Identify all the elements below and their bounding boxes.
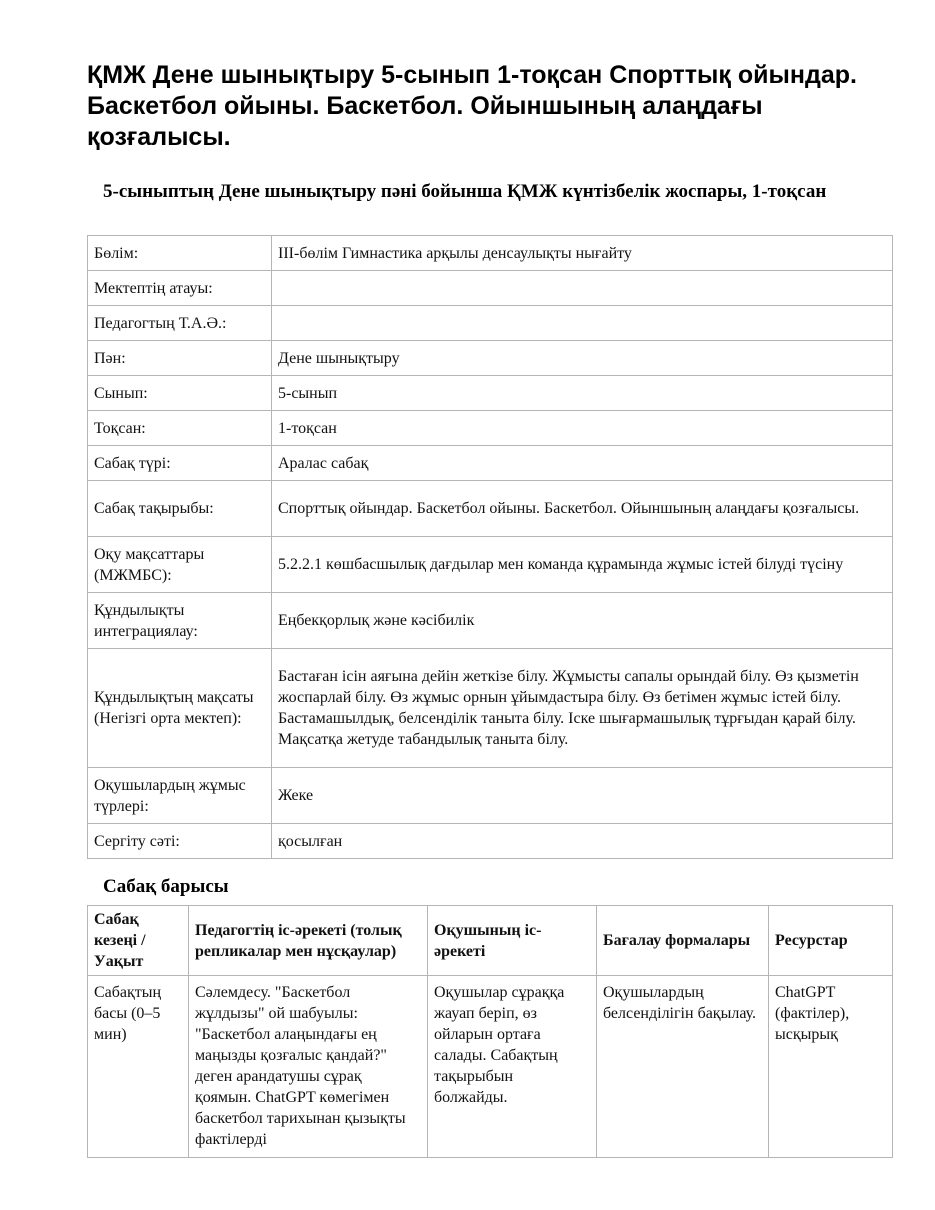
info-key: Сынып:: [88, 376, 272, 411]
info-value: Спорттық ойындар. Баскетбол ойыны. Баскетбол. Ойыншының алаңдағы қозғалысы.: [272, 481, 893, 537]
info-key: Тоқсан:: [88, 411, 272, 446]
plan-heading: 5-сыныптың Дене шынықтыру пәні бойынша ҚМЖ күнтізбелік жоспары, 1-тоқсан: [103, 181, 827, 202]
cell-student: Оқушылар сұраққа жауап беріп, өз ойларын ортаға салады. Сабақтың тақырыбын болжайды.: [428, 976, 597, 1158]
cell-stage: Сабақтың басы (0–5 мин): [88, 976, 189, 1158]
cell-teacher: Сәлемдесу. "Баскетбол жұлдызы" ой шабуылы: "Баскетбол алаңындағы ең маңызды қозғалыс қандай?" деген арандатушы сұрақ қоямын. ChatGPT көмегімен баскетбол тарихынан қызықты фактілерді: [189, 976, 428, 1158]
info-table: [87, 235, 893, 859]
info-row: [88, 768, 893, 824]
header-resources: Ресурстар: [769, 906, 893, 976]
info-row: [88, 271, 893, 306]
cell-assessment: Оқушылардың белсенділігін бақылау.: [597, 976, 769, 1158]
info-row: [88, 341, 893, 376]
info-value: 5-сынып: [272, 376, 893, 411]
info-row: [88, 446, 893, 481]
info-row: [88, 411, 893, 446]
table-row: [88, 976, 893, 1158]
header-student: Оқушының іс-әрекеті: [428, 906, 597, 976]
header-teacher: Педагогтің іс-әрекеті (толық репликалар мен нұсқаулар): [189, 906, 428, 976]
info-value: Еңбекқорлық және кәсібилік: [272, 593, 893, 649]
info-key: Құндылықты интеграциялау:: [88, 593, 272, 649]
info-value: 5.2.2.1 көшбасшылық дағдылар мен команда құрамында жұмыс істей білуді түсіну: [272, 537, 893, 593]
info-key: Сабақ тақырыбы:: [88, 481, 272, 537]
header-assessment: Бағалау формалары: [597, 906, 769, 976]
info-row: [88, 481, 893, 537]
info-key: Педагогтың Т.А.Ә.:: [88, 306, 272, 341]
info-row: [88, 593, 893, 649]
info-key: Сабақ түрі:: [88, 446, 272, 481]
info-key: Сергіту сәті:: [88, 824, 272, 859]
info-value: қосылған: [272, 824, 893, 859]
lesson-header-row: [88, 906, 893, 976]
info-key: Оқу мақсаттары (МЖМБС):: [88, 537, 272, 593]
info-value: Дене шынықтыру: [272, 341, 893, 376]
info-row: [88, 376, 893, 411]
page-title: ҚМЖ Дене шынықтыру 5-сынып 1-тоқсан Спорттық ойындар. Баскетбол ойыны. Баскетбол. Ойыншының алаңдағы қозғалысы.: [87, 61, 857, 151]
info-key: Бөлім:: [88, 236, 272, 271]
info-key: Мектептің атауы:: [88, 271, 272, 306]
info-value: [272, 306, 893, 341]
info-key: Оқушылардың жұмыс түрлері:: [88, 768, 272, 824]
info-value: Бастаған ісін аяғына дейін жеткізе білу. Жұмысты сапалы орындай білу. Өз қызметін жоспарлай білу. Өз жұмыс орнын ұйымдастыра білу. Өз бетімен жұмыс істей білу. Бастамашылдық, белсенділік таныта білу. Іске шығармашылық тұрғыдан қарай білу. Мақсатқа жетуде табандылық таныта білу.: [272, 649, 893, 768]
info-row: [88, 824, 893, 859]
info-key: Пән:: [88, 341, 272, 376]
header-stage: Сабақ кезеңі / Уақыт: [88, 906, 189, 976]
info-row: [88, 537, 893, 593]
lesson-table: [87, 905, 893, 1158]
info-row: [88, 236, 893, 271]
info-row: [88, 306, 893, 341]
cell-resources: ChatGPT (фактілер), ысқырық: [769, 976, 893, 1158]
lesson-heading: Сабақ барысы: [103, 876, 229, 897]
info-value: 1-тоқсан: [272, 411, 893, 446]
info-row: [88, 649, 893, 768]
info-value: Аралас сабақ: [272, 446, 893, 481]
info-value: [272, 271, 893, 306]
info-value: ІІІ-бөлім Гимнастика арқылы денсаулықты нығайту: [272, 236, 893, 271]
info-value: Жеке: [272, 768, 893, 824]
info-key: Құндылықтың мақсаты (Негізгі орта мектеп):: [88, 649, 272, 768]
